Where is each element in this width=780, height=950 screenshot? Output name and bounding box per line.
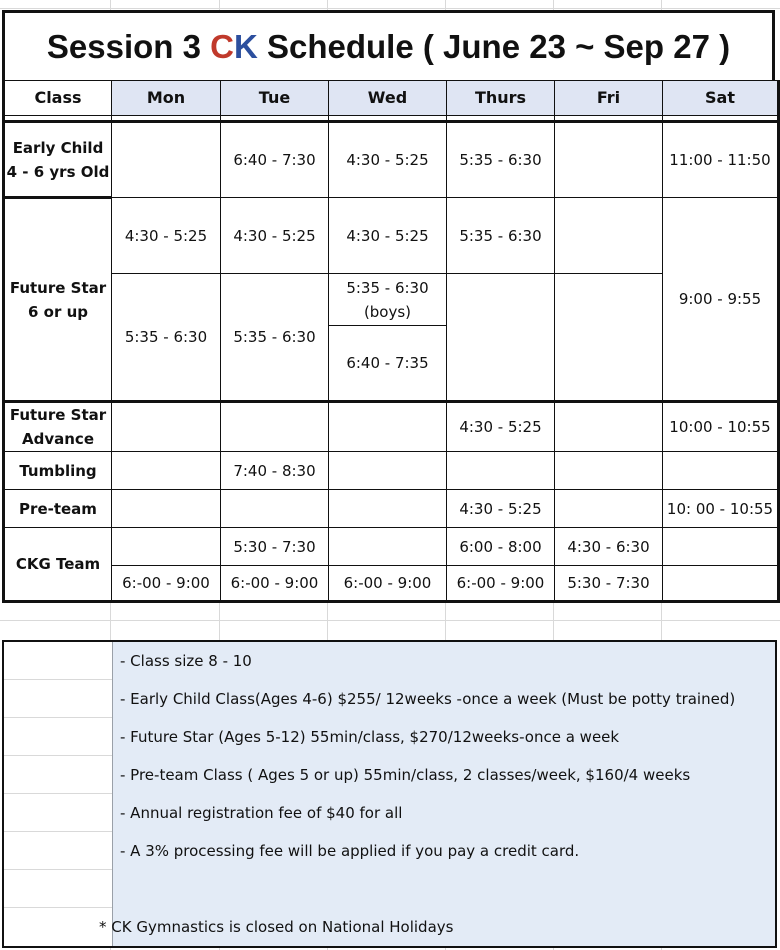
cell-empty bbox=[663, 566, 779, 602]
label-line: Early Child bbox=[12, 138, 104, 157]
label-line: Future Star bbox=[9, 278, 107, 297]
row-early-child bbox=[4, 122, 779, 198]
grid-line bbox=[4, 717, 112, 718]
cell-time: 5:30 - 7:30 bbox=[555, 566, 663, 602]
row-future-star-2 bbox=[4, 274, 779, 326]
note-item: - Future Star (Ages 5-12) 55min/class, $270/12weeks-once a week bbox=[120, 728, 620, 746]
cell-time: 4:30 - 6:30 bbox=[555, 528, 663, 566]
row-tumbling bbox=[4, 452, 779, 490]
cell-empty bbox=[555, 452, 663, 490]
title-suffix: Schedule ( June 23 ~ Sep 27 ) bbox=[257, 27, 731, 65]
label-line: Future Star bbox=[9, 406, 107, 424]
grid-line bbox=[4, 679, 112, 680]
cell-time: 6:-00 - 9:00 bbox=[447, 566, 555, 602]
row-future-star-advance bbox=[4, 402, 779, 452]
cell-time: 6:-00 - 9:00 bbox=[112, 566, 221, 602]
cell-time: 6:-00 - 9:00 bbox=[221, 566, 329, 602]
col-header-sat: Sat bbox=[663, 81, 779, 116]
cell-time: 4:30 - 5:25 bbox=[447, 402, 555, 452]
note-item: - Early Child Class(Ages 4-6) $255/ 12weeks -once a week (Must be potty trained) bbox=[120, 690, 736, 708]
cell-empty bbox=[329, 490, 447, 528]
grid-line bbox=[4, 831, 112, 832]
schedule-table bbox=[2, 80, 780, 603]
grid-line bbox=[4, 869, 112, 870]
cell-time: 5:35 - 6:30 bbox=[447, 122, 555, 198]
label-line: 6 or up bbox=[28, 302, 88, 321]
cell-empty bbox=[555, 402, 663, 452]
label-line: 4 - 6 yrs Old bbox=[6, 162, 110, 181]
cell-empty bbox=[112, 402, 221, 452]
cell-time: 4:30 - 5:25 bbox=[112, 198, 221, 274]
cell-empty bbox=[329, 452, 447, 490]
title-prefix: Session 3 bbox=[46, 27, 211, 65]
grid-line bbox=[0, 620, 780, 621]
cell-empty bbox=[112, 528, 221, 566]
col-header-tue: Tue bbox=[221, 81, 329, 116]
cell-time: 5:35 - 6:30 bbox=[112, 274, 221, 402]
cell-empty bbox=[112, 452, 221, 490]
cell-empty bbox=[221, 490, 329, 528]
row-ckg-team-1 bbox=[4, 528, 779, 566]
cell-time: 5:35 - 6:30 bbox=[221, 274, 329, 402]
header-row bbox=[4, 81, 779, 116]
cell-time: 10: 00 - 10:55 bbox=[663, 490, 779, 528]
cell-time: 6:-00 - 9:00 bbox=[329, 566, 447, 602]
cell-time bbox=[329, 274, 447, 326]
page-title bbox=[47, 28, 730, 66]
label-future-star-advance bbox=[4, 402, 112, 452]
cell-empty bbox=[555, 490, 663, 528]
cell-empty bbox=[112, 122, 221, 198]
cell-time: 5:30 - 7:30 bbox=[221, 528, 329, 566]
col-header-wed: Wed bbox=[329, 81, 447, 116]
cell-time: 6:00 - 8:00 bbox=[447, 528, 555, 566]
col-header-fri: Fri bbox=[555, 81, 663, 116]
notes-box bbox=[2, 640, 777, 948]
grid-line bbox=[4, 907, 112, 908]
col-header-class: Class bbox=[4, 81, 112, 116]
cell-time: 6:40 - 7:35 bbox=[329, 326, 447, 402]
cell-empty bbox=[663, 528, 779, 566]
cell-empty bbox=[329, 528, 447, 566]
label-future-star bbox=[4, 198, 112, 402]
cell-time: 4:30 - 5:25 bbox=[221, 198, 329, 274]
grid-line bbox=[4, 755, 112, 756]
note-item: - Pre-team Class ( Ages 5 or up) 55min/class, 2 classes/week, $160/4 weeks bbox=[120, 766, 691, 784]
cell-time: 10:00 - 10:55 bbox=[663, 402, 779, 452]
cell-time: 11:00 - 11:50 bbox=[663, 122, 779, 198]
time-note: (boys) bbox=[363, 302, 412, 321]
label-pre-team: Pre-team bbox=[4, 490, 112, 528]
col-header-thurs: Thurs bbox=[447, 81, 555, 116]
label-early-child bbox=[4, 122, 112, 198]
label-tumbling: Tumbling bbox=[4, 452, 112, 490]
cell-empty bbox=[221, 402, 329, 452]
row-ckg-team-2 bbox=[4, 566, 779, 602]
label-line: Advance bbox=[22, 430, 94, 448]
closed-notice: * CK Gymnastics is closed on National Holidays bbox=[99, 918, 454, 936]
row-pre-team bbox=[4, 490, 779, 528]
grid-line bbox=[4, 793, 112, 794]
cell-empty bbox=[112, 490, 221, 528]
cell-empty bbox=[329, 402, 447, 452]
title-bar bbox=[2, 10, 775, 80]
cell-time: 4:30 - 5:25 bbox=[329, 198, 447, 274]
cell-time: 4:30 - 5:25 bbox=[447, 490, 555, 528]
cell-empty bbox=[663, 452, 779, 490]
notes-divider bbox=[112, 642, 113, 946]
cell-empty bbox=[447, 452, 555, 490]
cell-empty bbox=[555, 122, 663, 198]
grid-line bbox=[0, 8, 780, 9]
cell-time: 7:40 - 8:30 bbox=[221, 452, 329, 490]
cell-time: 6:40 - 7:30 bbox=[221, 122, 329, 198]
cell-empty bbox=[555, 198, 663, 274]
label-ckg-team: CKG Team bbox=[4, 528, 112, 602]
title-ck-k: K bbox=[233, 27, 258, 65]
cell-time: 5:35 - 6:30 bbox=[447, 198, 555, 274]
time-line: 5:35 - 6:30 bbox=[346, 278, 429, 297]
row-future-star-1 bbox=[4, 198, 779, 274]
cell-time: 9:00 - 9:55 bbox=[663, 198, 779, 402]
note-item: - Class size 8 - 10 bbox=[120, 652, 252, 670]
cell-time: 4:30 - 5:25 bbox=[329, 122, 447, 198]
cell-empty bbox=[555, 274, 663, 402]
col-header-mon: Mon bbox=[112, 81, 221, 116]
cell-empty bbox=[447, 274, 555, 402]
note-item: - Annual registration fee of $40 for all bbox=[120, 804, 403, 822]
notes-left-column bbox=[4, 642, 112, 946]
note-item: - A 3% processing fee will be applied if you pay a credit card. bbox=[120, 842, 580, 860]
title-ck-c: C bbox=[210, 27, 234, 65]
